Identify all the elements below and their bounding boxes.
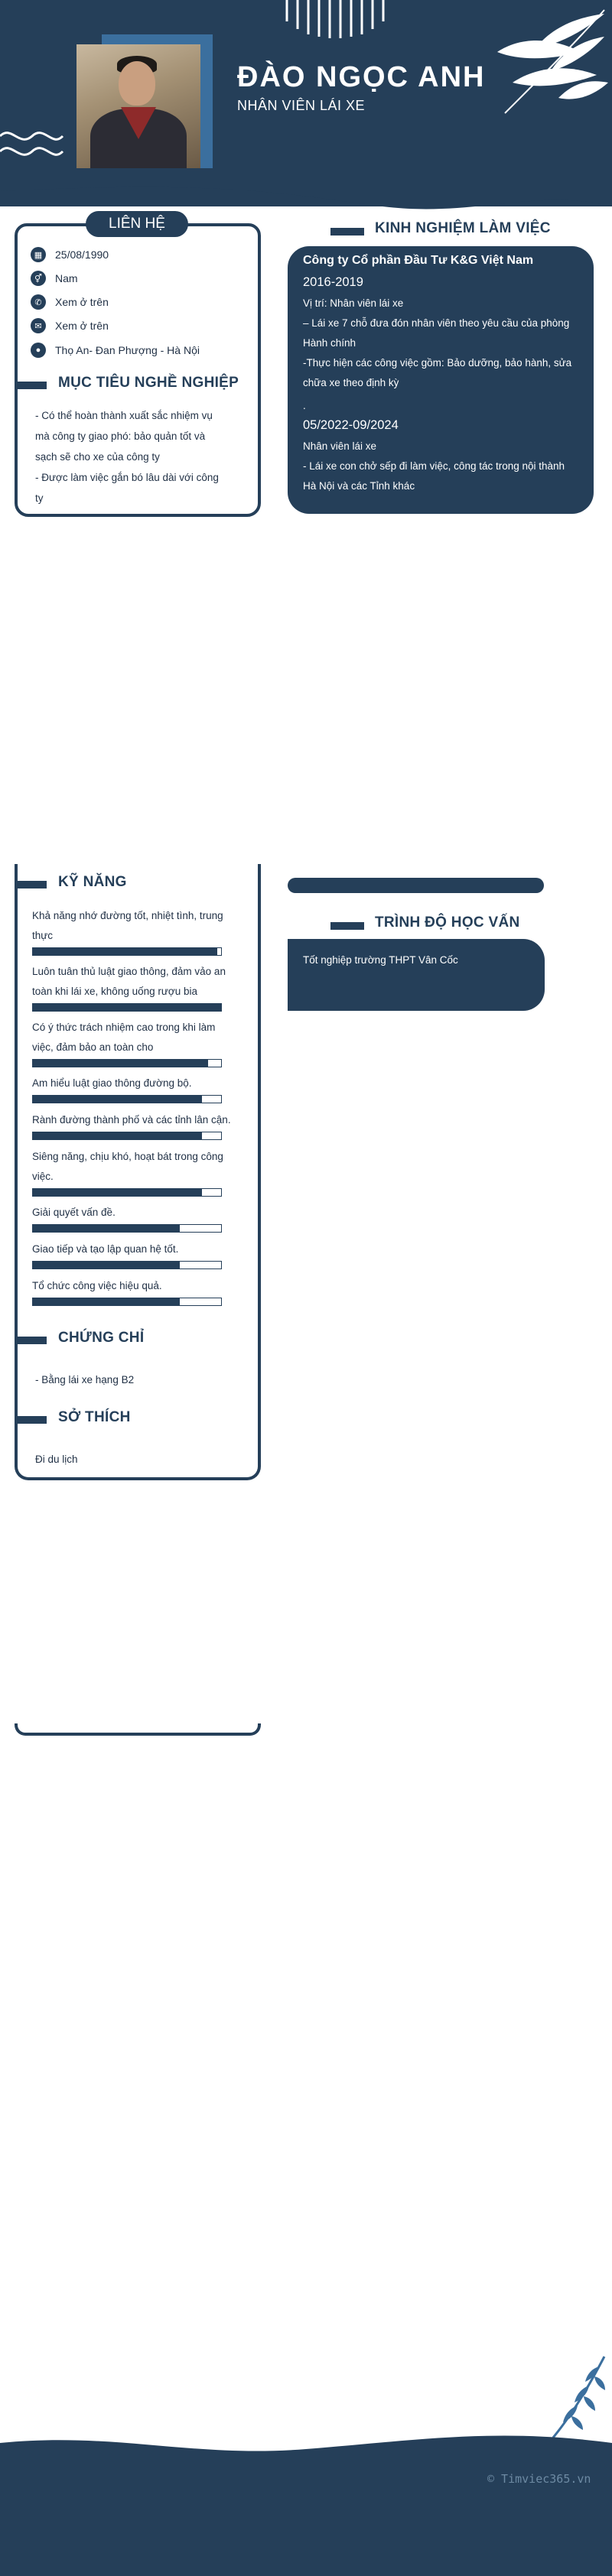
experience-detail: Nhân viên lái xe: [303, 440, 377, 452]
empty-panel: [15, 1529, 261, 1736]
education-title-bar: [330, 922, 364, 930]
location-icon: ●: [31, 343, 46, 358]
experience-detail: Hành chính: [303, 337, 356, 349]
certificates-text: - Bằng lái xe hạng B2: [35, 1374, 135, 1385]
skill-level-fill: [33, 948, 217, 955]
contact-item-address: [31, 342, 200, 359]
experience-separator: .: [303, 400, 306, 411]
contact-item-gender: [31, 270, 78, 287]
skill-level-fill: [33, 1004, 221, 1011]
skill-level-fill: [33, 1225, 180, 1232]
skills-title-bar: [15, 881, 47, 888]
skill-level-fill: [33, 1060, 208, 1067]
calendar-icon: ▦: [31, 247, 46, 262]
leaf-decoration-icon: [547, 2355, 608, 2439]
contact-item-email: [31, 317, 109, 334]
skill-label: Giải quyết vấn đề.: [32, 1207, 116, 1218]
contact-birthdate: 25/08/1990: [55, 249, 109, 261]
skill-level-bar: [32, 1188, 222, 1197]
contact-address: Thọ An- Đan Phượng - Hà Nội: [55, 344, 200, 356]
skill-level-fill: [33, 1096, 202, 1103]
skill-level-fill: [33, 1298, 180, 1305]
contact-phone[interactable]: Xem ở trên: [55, 296, 109, 308]
hobbies-section-title: SỞ THÍCH: [58, 1409, 131, 1425]
education-section-title: TRÌNH ĐỘ HỌC VẤN: [375, 914, 520, 931]
experience-detail: Hà Nội và các Tỉnh khác: [303, 480, 415, 492]
contact-item-phone: [31, 294, 109, 310]
skill-label: Có ý thức trách nhiệm cao trong khi làm việc, đảm bảo an toàn cho: [32, 1022, 216, 1053]
skills-section-title: KỸ NĂNG: [58, 874, 127, 890]
skill-level-bar: [32, 1095, 222, 1103]
stripes-decoration: [285, 0, 399, 38]
contact-email[interactable]: Xem ở trên: [55, 320, 109, 332]
skill-label: Luôn tuân thủ luật giao thông, đảm vảo an toàn khi lái xe, không uống rượu bia: [32, 966, 226, 997]
experience-box: [288, 246, 594, 514]
contact-gender: Nam: [55, 272, 78, 284]
education-box: [288, 939, 545, 1011]
experience-detail: – Lái xe 7 chỗ đưa đón nhân viên theo yêu cầu của phòng: [303, 317, 570, 329]
footer-band: [0, 2428, 612, 2576]
panel-bottom-edge: [15, 1723, 261, 1736]
skill-level-bar: [32, 947, 222, 956]
experience-detail: - Lái xe con chở sếp đi làm việc, công tác trong nội thành: [303, 460, 565, 472]
objective-section-title: MỤC TIÊU NGHỀ NGHIỆP: [58, 375, 239, 391]
skill-label: Am hiểu luật giao thông đường bộ.: [32, 1077, 192, 1089]
skill-level-fill: [33, 1189, 202, 1196]
skill-label: Tổ chức công việc hiệu quả.: [32, 1280, 162, 1291]
contact-item-birthdate: [31, 246, 109, 263]
watermark: © Timviec365.vn: [487, 2472, 591, 2486]
candidate-job-title: NHÂN VIÊN LÁI XE: [237, 98, 366, 113]
skill-level-bar: [32, 1132, 222, 1140]
hobbies-text: Đi du lịch: [35, 1454, 78, 1465]
experience-detail: chữa xe theo định kỳ: [303, 377, 399, 388]
skill-label: Siêng năng, chịu khó, hoạt bát trong công việc.: [32, 1151, 223, 1182]
skill-label: Khả năng nhớ đường tốt, nhiệt tình, trung thực: [32, 910, 223, 941]
objective-text: - Có thể hoàn thành xuất sắc nhiệm vụ mà công ty giao phó: bảo quản tốt và sạch sẽ cho xe của công ty - Được làm việc gắn bó lâu dài với công ty: [35, 410, 219, 504]
certificates-section-title: CHỨNG CHỈ: [58, 1330, 145, 1346]
certificates-title-bar: [15, 1337, 47, 1344]
experience-date-2: 05/2022-09/2024: [303, 418, 399, 432]
skill-label: Rành đường thành phố và các tỉnh lân cận.: [32, 1114, 231, 1126]
skill-level-bar: [32, 1003, 222, 1012]
wave-decoration: [0, 125, 65, 163]
gender-icon: ⚥: [31, 271, 46, 286]
skill-level-bar: [32, 1298, 222, 1306]
experience-date-1: 2016-2019: [303, 275, 363, 289]
skill-level-bar: [32, 1261, 222, 1269]
education-text: Tốt nghiệp trường THPT Vân Cốc: [303, 954, 458, 966]
objective-title-bar: [15, 382, 47, 389]
education-top-bar: [288, 878, 544, 893]
hobbies-title-bar: [15, 1416, 47, 1424]
avatar: [76, 44, 200, 168]
experience-title-bar: [330, 228, 364, 236]
skill-level-bar: [32, 1224, 222, 1233]
experience-detail: -Thực hiện các công việc gồm: Bảo dưỡng, bảo hành, sửa: [303, 357, 572, 369]
skill-level-fill: [33, 1132, 202, 1139]
contact-section-title: LIÊN HỆ: [86, 211, 188, 237]
skill-label: Giao tiếp và tạo lập quan hệ tốt.: [32, 1243, 179, 1255]
experience-section-title: KINH NGHIỆM LÀM VIỆC: [375, 220, 551, 236]
candidate-name: ĐÀO NGỌC ANH: [237, 61, 486, 93]
experience-company: Công ty Cổ phần Đầu Tư K&G Việt Nam: [303, 254, 534, 267]
experience-detail: Vị trí: Nhân viên lái xe: [303, 297, 404, 309]
email-icon: ✉: [31, 318, 46, 333]
skill-level-bar: [32, 1059, 222, 1067]
skill-level-fill: [33, 1262, 180, 1269]
leaf-decoration-icon: [490, 6, 612, 121]
phone-icon: ✆: [31, 294, 46, 310]
